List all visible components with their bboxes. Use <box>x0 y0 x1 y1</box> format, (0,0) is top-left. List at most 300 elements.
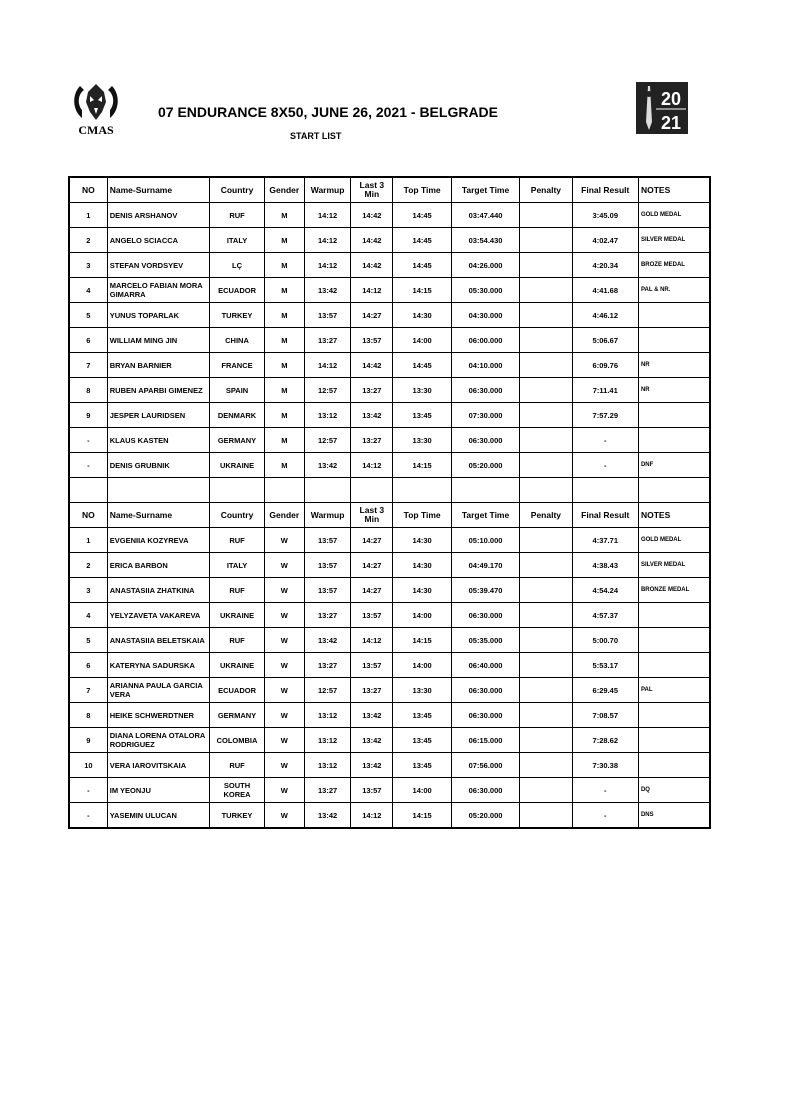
cell-final-result: - <box>572 803 638 829</box>
cell-notes: BRONZE MEDAL <box>638 578 710 603</box>
table-row <box>69 728 710 753</box>
cell-final-result: - <box>572 778 638 803</box>
cell-no: 7 <box>69 353 107 378</box>
cell-final-result: 6:09.76 <box>572 353 638 378</box>
cell-no: 8 <box>69 703 107 728</box>
cell-last-3-min: 14:27 <box>351 303 393 328</box>
cell-penalty <box>520 428 572 453</box>
cell-no: 5 <box>69 303 107 328</box>
cell-final-result: 7:11.41 <box>572 378 638 403</box>
cell-final-result: 6:29.45 <box>572 678 638 703</box>
cell-final-result: 4:02.47 <box>572 228 638 253</box>
logo-year-top: 20 <box>660 89 682 109</box>
cell-top-time: 13:30 <box>393 678 451 703</box>
cell-warmup: 14:12 <box>304 353 350 378</box>
cell-gender: M <box>264 203 304 228</box>
cell-warmup: 13:42 <box>304 453 350 478</box>
cell-top-time: 14:15 <box>393 803 451 829</box>
cell-top-time: 13:45 <box>393 703 451 728</box>
cell-country: UKRAINE <box>210 453 264 478</box>
cell-last-3-min: 14:42 <box>351 253 393 278</box>
cell-top-time: 13:30 <box>393 378 451 403</box>
cell-name: YELYZAVETA VAKAREVA <box>107 603 210 628</box>
cell-gender: M <box>264 403 304 428</box>
empty-cell <box>572 478 638 503</box>
cell-top-time: 14:00 <box>393 328 451 353</box>
cell-notes: GOLD MEDAL <box>638 528 710 553</box>
column-header-final-result: Final Result <box>572 177 638 203</box>
cell-name: STEFAN VORDSYEV <box>107 253 210 278</box>
cell-country: SOUTH KOREA <box>210 778 264 803</box>
cell-last-3-min: 14:27 <box>351 553 393 578</box>
cell-final-result: 7:30.38 <box>572 753 638 778</box>
cell-notes: PAL & NR. <box>638 278 710 303</box>
column-header-notes: NOTES <box>638 177 710 203</box>
cell-warmup: 14:12 <box>304 228 350 253</box>
logo-year-bottom: 21 <box>660 113 682 133</box>
start-list-table <box>68 176 711 829</box>
cell-notes: DNS <box>638 803 710 829</box>
cell-top-time: 14:15 <box>393 278 451 303</box>
cell-no: - <box>69 453 107 478</box>
cell-notes: NR <box>638 378 710 403</box>
cell-target-time: 05:20.000 <box>451 453 519 478</box>
cell-gender: M <box>264 253 304 278</box>
cell-penalty <box>520 378 572 403</box>
cell-warmup: 12:57 <box>304 428 350 453</box>
cell-target-time: 07:56.000 <box>451 753 519 778</box>
table-row <box>69 578 710 603</box>
cell-top-time: 14:30 <box>393 553 451 578</box>
cell-gender: W <box>264 628 304 653</box>
cell-penalty <box>520 678 572 703</box>
cell-country: TURKEY <box>210 303 264 328</box>
cell-gender: M <box>264 428 304 453</box>
column-header-last-3-min: Last 3 Min <box>351 503 393 528</box>
section-spacer-row <box>69 478 710 503</box>
cell-last-3-min: 13:42 <box>351 403 393 428</box>
table-row <box>69 328 710 353</box>
cell-penalty <box>520 553 572 578</box>
cell-gender: W <box>264 778 304 803</box>
cell-top-time: 13:45 <box>393 753 451 778</box>
cell-warmup: 13:42 <box>304 628 350 653</box>
cell-notes <box>638 603 710 628</box>
column-header-top-time: Top Time <box>393 177 451 203</box>
cell-warmup: 13:57 <box>304 553 350 578</box>
empty-cell <box>304 478 350 503</box>
cell-no: 2 <box>69 228 107 253</box>
cell-final-result: 5:06.67 <box>572 328 638 353</box>
cell-penalty <box>520 728 572 753</box>
cell-no: 7 <box>69 678 107 703</box>
column-header-top-time: Top Time <box>393 503 451 528</box>
cell-notes <box>638 628 710 653</box>
table-row <box>69 428 710 453</box>
empty-cell <box>107 478 210 503</box>
column-header-notes: NOTES <box>638 503 710 528</box>
table-row <box>69 278 710 303</box>
cell-last-3-min: 14:12 <box>351 453 393 478</box>
cmas-logo <box>68 80 124 138</box>
cell-final-result: 4:38.43 <box>572 553 638 578</box>
cell-country: UKRAINE <box>210 603 264 628</box>
cell-country: RUF <box>210 628 264 653</box>
cell-name: YASEMIN ULUCAN <box>107 803 210 829</box>
men-header-row <box>69 177 710 203</box>
cell-warmup: 13:42 <box>304 803 350 829</box>
cell-notes: NR <box>638 353 710 378</box>
table-row <box>69 528 710 553</box>
cell-country: ITALY <box>210 553 264 578</box>
cell-target-time: 04:26.000 <box>451 253 519 278</box>
empty-cell <box>451 478 519 503</box>
column-header-penalty: Penalty <box>520 503 572 528</box>
cell-gender: W <box>264 578 304 603</box>
cell-warmup: 13:27 <box>304 328 350 353</box>
cell-gender: W <box>264 678 304 703</box>
cell-gender: W <box>264 703 304 728</box>
column-header-no: NO <box>69 177 107 203</box>
cell-last-3-min: 14:42 <box>351 228 393 253</box>
table-row <box>69 753 710 778</box>
cell-penalty <box>520 653 572 678</box>
column-header-name: Name-Surname <box>107 503 210 528</box>
table-row <box>69 228 710 253</box>
cell-target-time: 05:39.470 <box>451 578 519 603</box>
column-header-warmup: Warmup <box>304 503 350 528</box>
table-row <box>69 628 710 653</box>
cell-warmup: 12:57 <box>304 678 350 703</box>
cell-warmup: 13:12 <box>304 703 350 728</box>
cell-gender: M <box>264 453 304 478</box>
column-header-country: Country <box>210 177 264 203</box>
cell-last-3-min: 14:42 <box>351 353 393 378</box>
cell-gender: W <box>264 728 304 753</box>
cell-final-result: 4:41.68 <box>572 278 638 303</box>
cell-notes: SILVER MEDAL <box>638 228 710 253</box>
cell-no: 4 <box>69 278 107 303</box>
page-subtitle: START LIST <box>290 131 342 141</box>
table-row <box>69 778 710 803</box>
cell-final-result: 7:28.62 <box>572 728 638 753</box>
cell-warmup: 13:27 <box>304 603 350 628</box>
cell-target-time: 05:20.000 <box>451 803 519 829</box>
column-header-last-3-min: Last 3 Min <box>351 177 393 203</box>
table-row <box>69 453 710 478</box>
cell-target-time: 03:47.440 <box>451 203 519 228</box>
cell-no: 6 <box>69 328 107 353</box>
cell-top-time: 14:30 <box>393 578 451 603</box>
cell-warmup: 13:57 <box>304 303 350 328</box>
empty-cell <box>393 478 451 503</box>
cell-notes <box>638 328 710 353</box>
cell-target-time: 06:40.000 <box>451 653 519 678</box>
column-header-country: Country <box>210 503 264 528</box>
cell-warmup: 13:57 <box>304 578 350 603</box>
table-row <box>69 553 710 578</box>
cell-penalty <box>520 578 572 603</box>
cell-warmup: 13:27 <box>304 653 350 678</box>
women-header-row <box>69 503 710 528</box>
empty-cell <box>69 478 107 503</box>
table-row <box>69 403 710 428</box>
cell-gender: M <box>264 303 304 328</box>
cell-target-time: 06:00.000 <box>451 328 519 353</box>
cell-country: CHINA <box>210 328 264 353</box>
cell-target-time: 06:30.000 <box>451 703 519 728</box>
cell-country: ECUADOR <box>210 278 264 303</box>
cell-penalty <box>520 528 572 553</box>
table-row <box>69 678 710 703</box>
cell-top-time: 14:15 <box>393 453 451 478</box>
cell-warmup: 13:57 <box>304 528 350 553</box>
cell-penalty <box>520 253 572 278</box>
cell-last-3-min: 14:12 <box>351 628 393 653</box>
table-row <box>69 378 710 403</box>
cell-warmup: 13:42 <box>304 278 350 303</box>
cell-last-3-min: 13:42 <box>351 753 393 778</box>
cell-penalty <box>520 778 572 803</box>
cell-target-time: 06:30.000 <box>451 428 519 453</box>
cell-no: 2 <box>69 553 107 578</box>
cell-name: ANASTASIIA BELETSKAIA <box>107 628 210 653</box>
table-row <box>69 203 710 228</box>
cell-target-time: 05:35.000 <box>451 628 519 653</box>
column-header-warmup: Warmup <box>304 177 350 203</box>
cell-last-3-min: 13:57 <box>351 328 393 353</box>
cell-top-time: 14:00 <box>393 603 451 628</box>
cell-name: YUNUS TOPARLAK <box>107 303 210 328</box>
column-header-no: NO <box>69 503 107 528</box>
cell-final-result: 4:57.37 <box>572 603 638 628</box>
cell-notes <box>638 303 710 328</box>
cell-final-result: 7:57.29 <box>572 403 638 428</box>
cell-gender: M <box>264 228 304 253</box>
cell-final-result: 7:08.57 <box>572 703 638 728</box>
cell-notes: BROZE MEDAL <box>638 253 710 278</box>
cell-no: 6 <box>69 653 107 678</box>
column-header-gender: Gender <box>264 503 304 528</box>
cell-name: ANGELO SCIACCA <box>107 228 210 253</box>
table-row <box>69 253 710 278</box>
cell-final-result: 4:20.34 <box>572 253 638 278</box>
empty-cell <box>638 478 710 503</box>
cell-name: WILLIAM MING JIN <box>107 328 210 353</box>
cell-country: RUF <box>210 578 264 603</box>
cell-final-result: 4:54.24 <box>572 578 638 603</box>
cell-gender: W <box>264 553 304 578</box>
empty-cell <box>264 478 304 503</box>
cell-notes <box>638 728 710 753</box>
cell-country: GERMANY <box>210 428 264 453</box>
cell-top-time: 14:30 <box>393 528 451 553</box>
cell-penalty <box>520 278 572 303</box>
cell-country: DENMARK <box>210 403 264 428</box>
table-row <box>69 303 710 328</box>
cell-penalty <box>520 603 572 628</box>
cell-top-time: 14:45 <box>393 353 451 378</box>
cell-no: 9 <box>69 728 107 753</box>
cell-final-result: 3:45.09 <box>572 203 638 228</box>
cell-notes: PAL <box>638 678 710 703</box>
cell-target-time: 06:30.000 <box>451 678 519 703</box>
page-title: 07 ENDURANCE 8X50, JUNE 26, 2021 - BELGRADE <box>158 104 499 120</box>
cell-name: VERA IAROVITSKAIA <box>107 753 210 778</box>
cell-penalty <box>520 228 572 253</box>
cell-gender: W <box>264 753 304 778</box>
cell-top-time: 14:45 <box>393 253 451 278</box>
cell-last-3-min: 13:27 <box>351 678 393 703</box>
cell-name: HEIKE SCHWERDTNER <box>107 703 210 728</box>
cell-name: ERICA BARBON <box>107 553 210 578</box>
cell-notes <box>638 703 710 728</box>
cell-notes <box>638 428 710 453</box>
cell-top-time: 14:00 <box>393 778 451 803</box>
cell-name: MARCELO FABIAN MORA GIMARRA <box>107 278 210 303</box>
cell-last-3-min: 13:42 <box>351 728 393 753</box>
cell-name: ANASTASIIA ZHATKINA <box>107 578 210 603</box>
cell-notes <box>638 653 710 678</box>
cell-gender: W <box>264 603 304 628</box>
empty-cell <box>210 478 264 503</box>
cell-warmup: 12:57 <box>304 378 350 403</box>
cell-top-time: 13:30 <box>393 428 451 453</box>
cell-notes: SILVER MEDAL <box>638 553 710 578</box>
cell-name: ARIANNA PAULA GARCIA VERA <box>107 678 210 703</box>
cell-name: JESPER LAURIDSEN <box>107 403 210 428</box>
cell-target-time: 04:30.000 <box>451 303 519 328</box>
cell-no: 1 <box>69 203 107 228</box>
cell-notes: DNF <box>638 453 710 478</box>
cell-penalty <box>520 303 572 328</box>
empty-cell <box>520 478 572 503</box>
cell-no: 8 <box>69 378 107 403</box>
cell-name: BRYAN BARNIER <box>107 353 210 378</box>
cell-no: 1 <box>69 528 107 553</box>
cell-warmup: 13:12 <box>304 753 350 778</box>
cell-warmup: 13:12 <box>304 728 350 753</box>
cell-gender: M <box>264 328 304 353</box>
cell-name: KATERYNA SADURSKA <box>107 653 210 678</box>
cell-name: DENIS ARSHANOV <box>107 203 210 228</box>
cell-last-3-min: 14:27 <box>351 578 393 603</box>
cell-gender: M <box>264 353 304 378</box>
cell-name: IM YEONJU <box>107 778 210 803</box>
cell-country: LÇ <box>210 253 264 278</box>
cell-country: FRANCE <box>210 353 264 378</box>
cell-warmup: 13:27 <box>304 778 350 803</box>
cell-country: ECUADOR <box>210 678 264 703</box>
cell-final-result: 4:37.71 <box>572 528 638 553</box>
cell-target-time: 04:49.170 <box>451 553 519 578</box>
cell-top-time: 13:45 <box>393 728 451 753</box>
cell-last-3-min: 13:57 <box>351 778 393 803</box>
cell-country: RUF <box>210 753 264 778</box>
cell-no: 4 <box>69 603 107 628</box>
cell-no: - <box>69 803 107 829</box>
cell-target-time: 04:10.000 <box>451 353 519 378</box>
cell-country: RUF <box>210 203 264 228</box>
cell-country: ITALY <box>210 228 264 253</box>
cell-target-time: 06:15.000 <box>451 728 519 753</box>
table-row <box>69 653 710 678</box>
cell-no: 10 <box>69 753 107 778</box>
cell-penalty <box>520 403 572 428</box>
cell-last-3-min: 13:42 <box>351 703 393 728</box>
cell-notes <box>638 403 710 428</box>
table-row <box>69 353 710 378</box>
cell-final-result: 4:46.12 <box>572 303 638 328</box>
cell-top-time: 14:45 <box>393 228 451 253</box>
cell-final-result: 5:53.17 <box>572 653 638 678</box>
cell-target-time: 06:30.000 <box>451 603 519 628</box>
cell-top-time: 14:30 <box>393 303 451 328</box>
cell-last-3-min: 13:57 <box>351 653 393 678</box>
cell-last-3-min: 14:42 <box>351 203 393 228</box>
table-row <box>69 703 710 728</box>
cell-warmup: 14:12 <box>304 203 350 228</box>
cell-last-3-min: 13:57 <box>351 603 393 628</box>
cell-gender: W <box>264 803 304 829</box>
cell-top-time: 14:15 <box>393 628 451 653</box>
cell-last-3-min: 14:12 <box>351 803 393 829</box>
cell-country: UKRAINE <box>210 653 264 678</box>
cell-no: - <box>69 778 107 803</box>
cell-warmup: 14:12 <box>304 253 350 278</box>
cell-gender: W <box>264 653 304 678</box>
cell-top-time: 14:45 <box>393 203 451 228</box>
cell-country: COLOMBIA <box>210 728 264 753</box>
cell-name: KLAUS KASTEN <box>107 428 210 453</box>
cell-top-time: 14:00 <box>393 653 451 678</box>
cell-name: EVGENIIA KOZYREVA <box>107 528 210 553</box>
cell-target-time: 05:10.000 <box>451 528 519 553</box>
cell-country: SPAIN <box>210 378 264 403</box>
cell-target-time: 06:30.000 <box>451 378 519 403</box>
cell-penalty <box>520 628 572 653</box>
event-2021-logo <box>636 82 688 134</box>
cell-last-3-min: 14:27 <box>351 528 393 553</box>
cell-penalty <box>520 803 572 829</box>
table-row <box>69 603 710 628</box>
cell-target-time: 06:30.000 <box>451 778 519 803</box>
cell-name: DIANA LORENA OTALORA RODRIGUEZ <box>107 728 210 753</box>
cell-warmup: 13:12 <box>304 403 350 428</box>
cell-no: 5 <box>69 628 107 653</box>
empty-cell <box>351 478 393 503</box>
cell-final-result: 5:00.70 <box>572 628 638 653</box>
column-header-target-time: Target Time <box>451 503 519 528</box>
cell-country: GERMANY <box>210 703 264 728</box>
cell-target-time: 05:30.000 <box>451 278 519 303</box>
cell-gender: M <box>264 278 304 303</box>
cell-notes: DQ <box>638 778 710 803</box>
column-header-name: Name-Surname <box>107 177 210 203</box>
cell-final-result: - <box>572 428 638 453</box>
cell-gender: M <box>264 378 304 403</box>
cell-penalty <box>520 353 572 378</box>
cell-country: RUF <box>210 528 264 553</box>
cell-country: TURKEY <box>210 803 264 829</box>
table-row <box>69 803 710 829</box>
cell-no: 3 <box>69 253 107 278</box>
cell-target-time: 03:54.430 <box>451 228 519 253</box>
cell-gender: W <box>264 528 304 553</box>
column-header-penalty: Penalty <box>520 177 572 203</box>
cell-last-3-min: 14:12 <box>351 278 393 303</box>
cell-name: DENIS GRUBNIK <box>107 453 210 478</box>
